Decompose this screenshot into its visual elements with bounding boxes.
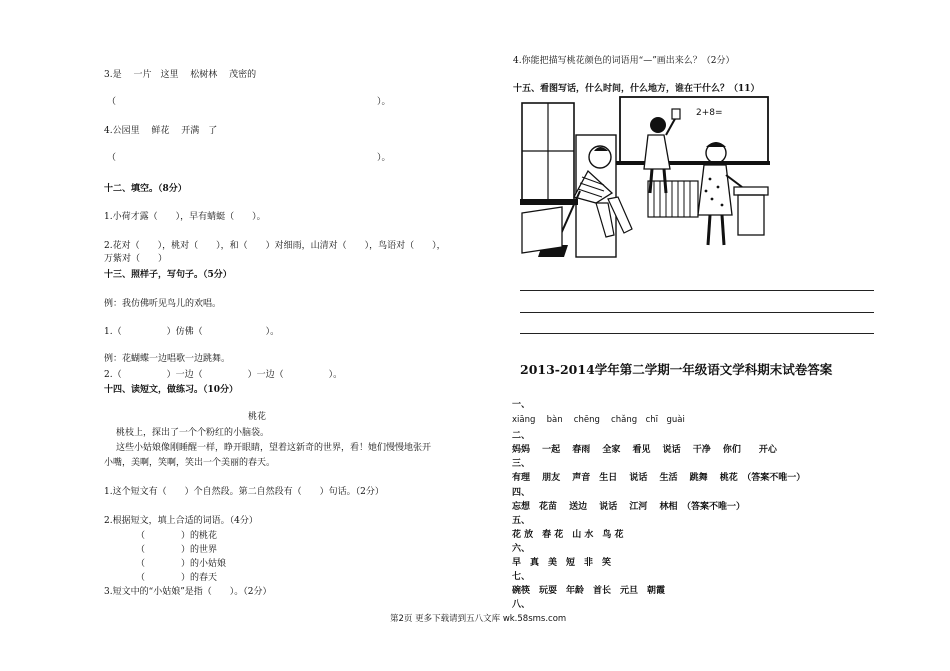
passage-line-2: 这些小姑娘像刚睡醒一样，睁开眼睛，望着这新奇的世界，看！她们慢慢地张开 xyxy=(116,443,432,453)
passage-title: 桃花 xyxy=(248,412,267,422)
answer-7: 碗筷 玩耍 年龄 首长 元旦 朝霞 xyxy=(512,586,666,596)
answer-4-label: 四、 xyxy=(512,488,531,498)
passage-q2-item: （ ）的春天 xyxy=(136,573,218,583)
answer-7-label: 七、 xyxy=(512,572,531,582)
passage-question-4: 4.你能把描写桃花颜色的词语用“—”画出来么？（2分） xyxy=(513,56,735,66)
q4-answer-blank: （ ）。 xyxy=(107,153,391,163)
section-13-example-1: 例：我仿佛听见鸟儿的欢唱。 xyxy=(104,299,222,309)
answer-key-title: 2013-2014学年第二学期一年级语文学科期末试卷答案 xyxy=(520,362,833,377)
passage-question-3: 3.短文中的“小姑娘”是指（ ）。（2分） xyxy=(104,587,272,597)
passage-q2-item: （ ）的桃花 xyxy=(136,531,218,541)
answer-6-label: 六、 xyxy=(512,544,531,554)
answer-4: 忘想 花苗 送边 说话 江河 林相 （答案不唯一） xyxy=(512,502,746,512)
section-13-example-2: 例：花蝴蝶一边唱歌一边跳舞。 xyxy=(104,354,231,364)
answer-3-label: 三、 xyxy=(512,459,531,469)
answer-2: 妈妈 一起 春雨 全家 看见 说话 干净 你们 开心 xyxy=(512,445,777,455)
section-12-item-1: 1.小荷才露（ ），早有蜻蜓（ ）。 xyxy=(104,212,266,222)
writing-line xyxy=(520,290,874,291)
q3-answer-blank: （ ）。 xyxy=(107,97,391,107)
answer-2-label: 二、 xyxy=(512,431,531,441)
answer-3: 有理 朋友 声音 生日 说话 生活 跳舞 桃花 （答案不唯一） xyxy=(512,473,806,483)
passage-question-2: 2.根据短文，填上合适的词语。（4分） xyxy=(104,516,258,526)
passage-line-3: 小嘴，美啊，笑啊，笑出一个美丽的春天。 xyxy=(104,458,276,468)
answer-1-label: 一、 xyxy=(512,400,531,410)
section-12-title: 十二、填空。（8分） xyxy=(104,184,187,194)
section-13-item-2: 2.（ ）一边（ ）一边（ ）。 xyxy=(104,370,343,380)
writing-line xyxy=(520,312,874,313)
q3-text: 3.是 一片 这里 松树林 茂密的 xyxy=(104,70,257,80)
passage-line-1: 桃枝上，探出了一个个粉红的小脑袋。 xyxy=(116,428,270,438)
section-15-title: 十五、看图写话，什么时间，什么地方，谁在干什么？（11） xyxy=(513,84,760,94)
passage-question-1: 1.这个短文有（ ）个自然段。第二自然段有（ ）句话。（2分） xyxy=(104,487,384,497)
blackboard-text: 2+8= xyxy=(696,108,723,118)
writing-line xyxy=(520,333,874,334)
answer-5-label: 五、 xyxy=(512,516,531,526)
passage-q2-item: （ ）的世界 xyxy=(136,545,218,555)
section-14-title: 十四、读短文，做练习。（10分） xyxy=(104,385,239,395)
answer-8-label: 八、 xyxy=(512,600,531,610)
section-13-item-1: 1.（ ）仿佛（ ）。 xyxy=(104,327,280,337)
classroom-illustration xyxy=(520,95,770,260)
answer-1-pinyin: xiāng bàn chēng chǎng chī guài xyxy=(512,415,685,425)
answer-5: 花 放 春 花 山 水 鸟 花 xyxy=(512,530,624,540)
section-13-title: 十三、照样子，写句子。（5分） xyxy=(104,270,232,280)
section-12-item-2b: 万紫对（ ） xyxy=(104,254,168,264)
page-footer: 第2页 更多下载请到五八文库 wk.58sms.com xyxy=(390,614,567,624)
answer-6: 早 真 美 短 非 笑 xyxy=(512,558,612,568)
section-12-item-2a: 2.花对（ ），桃对（ ），和（ ）对细雨，山清对（ ），鸟语对（ ）， xyxy=(104,241,446,251)
passage-q2-item: （ ）的小姑娘 xyxy=(136,559,227,569)
q4-text: 4.公园里 鲜花 开满 了 xyxy=(104,126,218,136)
